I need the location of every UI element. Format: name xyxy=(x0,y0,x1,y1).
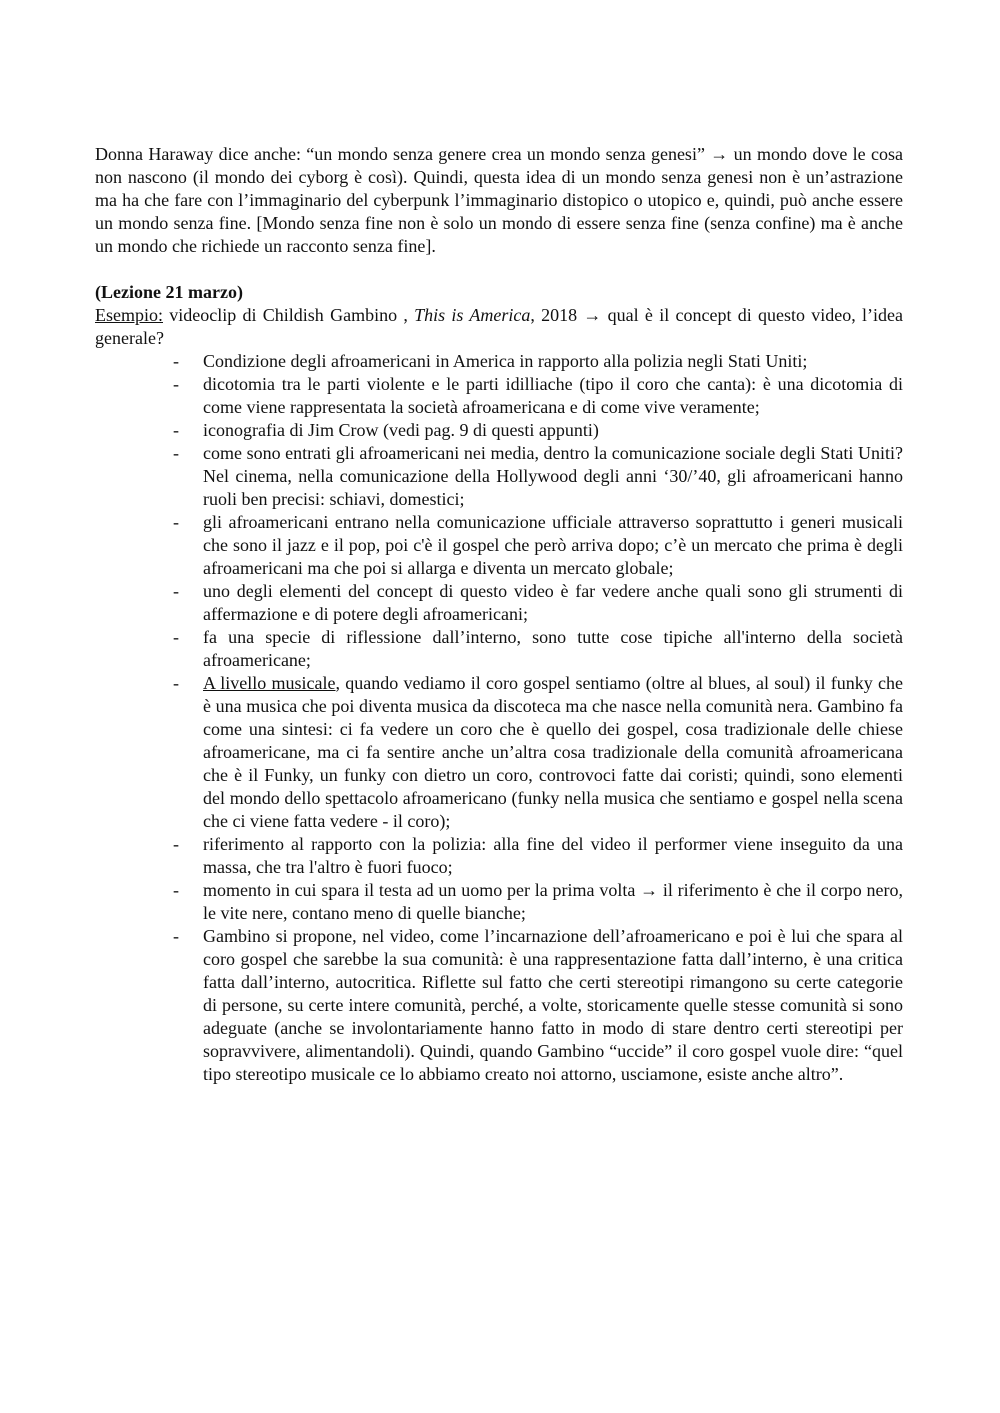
list-item: - gli afroamericani entrano nella comunicazione ufficiale attraverso soprattutto i generi musicali che sono il jazz e il pop, poi c'è il gospel che però arriva dopo; c’è un mercato che prima è degli afroamericani ma che poi si allarga e diventa un mercato globale; xyxy=(203,511,903,580)
paragraph-gap xyxy=(95,258,903,281)
intro-paragraph: Donna Haraway dice anche: “un mondo senza genere crea un mondo senza genesi” → un mondo dove le cosa non nascono (il mondo dei cyborg è così). Quindi, questa idea di un mondo senza genesi non è un’astrazione ma ha che fare con l’immaginario del cyberpunk l’immaginario distopico o utopico e, quindi, può anche essere un mondo senza fine. [Mondo senza fine non è solo un mondo di essere senza fine (senza confine) ma è anche un mondo che richiede un racconto senza fine]. xyxy=(95,144,903,256)
concept-list xyxy=(95,350,903,1086)
list-item: - iconografia di Jim Crow (vedi pag. 9 di questi appunti) xyxy=(203,419,903,442)
list-item: - dicotomia tra le parti violente e le parti idilliache (tipo il coro che canta): è una dicotomia di come viene rappresentata la società afroamericana e di come vive veramente; xyxy=(203,373,903,419)
list-item: - riferimento al rapporto con la polizia: alla fine del video il performer viene inseguito da una massa, che tra l'altro è fuori fuoco; xyxy=(203,833,903,879)
document-page xyxy=(95,143,903,1086)
musical-label: A livello musicale xyxy=(203,673,336,693)
list-item: - Condizione degli afroamericani in America in rapporto alla polizia negli Stati Uniti; xyxy=(203,350,903,373)
list-item: - fa una specie di riflessione dall’interno, sono tutte cose tipiche all'interno della società afroamericane; xyxy=(203,626,903,672)
list-item-musical xyxy=(203,672,903,833)
list-item: - uno degli elementi del concept di questo video è far vedere anche quali sono gli strumenti di affermazione e di potere degli afroamericani; xyxy=(203,580,903,626)
example-text-before: videoclip di Childish Gambino , xyxy=(163,305,415,325)
video-title: This is America xyxy=(414,305,531,325)
lesson-heading: (Lezione 21 marzo) xyxy=(95,282,243,302)
list-item: - come sono entrati gli afroamericani nei media, dentro la comunicazione sociale degli Stati Uniti? Nel cinema, nella comunicazione della Hollywood degli anni ‘30/’40, gli afroamericani hanno ruoli ben precisi: schiavi, domestici; xyxy=(203,442,903,511)
example-text-after: , 2018 → qual è il concept di questo video, l’idea generale? xyxy=(95,305,903,348)
musical-text: , quando vediamo il coro gospel sentiamo (oltre al blues, al soul) il funky che è una musica che poi diventa musica da discoteca ma che nasce nella comunità nera. Gambino fa come una sintesi: ci fa vedere un coro che è quello dei gospel, cosa tradizionale delle chiese afroamericane, ma ci fa sentire anche un’altra cosa tradizionale della comunità afroamericana che è il Funky, un funky con dietro un coro, controvoci fatte dai coristi; quindi, sono elementi del mondo dello spettacolo afroamericano (funky nella musica che sentiamo e gospel nella scena che ci viene fatta vedere - il coro); xyxy=(203,673,903,831)
example-label: Esempio: xyxy=(95,305,163,325)
list-item: - Gambino si propone, nel video, come l’incarnazione dell’afroamericano e poi è lui che spara al coro gospel che sarebbe la sua comunità: è una rappresentazione fatta dall’interno, è una critica fatta dall’interno, autocritica. Riflette sul fatto che certi stereotipi rimangono su certe categorie di persone, su certe intere comunità, perché, a volte, storicamente quelle stesse comunità si sono adeguate (anche se involontariamente hanno fatto in modo di stare dentro certi stereotipi per sopravvivere, alimentandoli). Quindi, quando Gambino “uccide” il coro gospel vuole dire: “quel tipo stereotipo musicale ce lo abbiamo creato noi attorno, usciamone, esiste anche altro”. xyxy=(203,925,903,1086)
list-item: - momento in cui spara il testa ad un uomo per la prima volta → il riferimento è che il corpo nero, le vite nere, contano meno di quelle bianche; xyxy=(203,879,903,925)
example-paragraph xyxy=(95,304,903,350)
